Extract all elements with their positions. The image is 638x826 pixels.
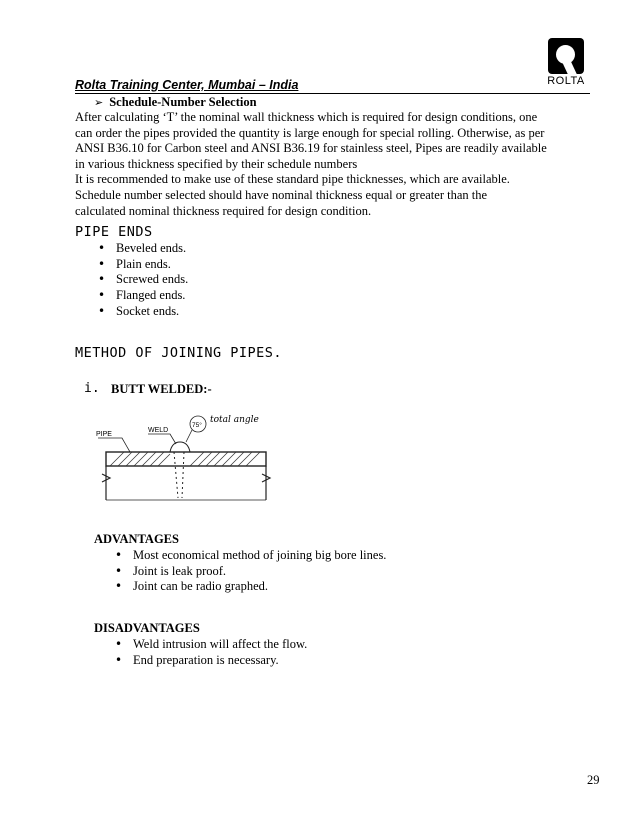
arrow-bullet-icon: ➢ <box>94 96 104 109</box>
list-item: • Most economical method of joining big bore lines. <box>111 548 386 564</box>
paragraph-line: calculated nominal thickness required for design condition. <box>75 203 372 218</box>
paragraph-line: After calculating ‘T’ the nominal wall thickness which is required for design conditions, one <box>75 110 538 124</box>
disadvantages-list <box>111 637 307 668</box>
paragraph-line: can order the pipes provided the quantity is large enough for special rolling. Otherwise, as per <box>75 125 545 140</box>
rolta-logo-mark <box>548 38 584 74</box>
list-item: • Socket ends. <box>94 304 188 320</box>
paragraph-line: in various thickness specified by their schedule numbers <box>75 156 358 171</box>
header-title: Rolta Training Center, Mumbai – India <box>75 78 299 92</box>
page-header <box>75 78 590 94</box>
butt-weld-sketch <box>94 408 274 504</box>
list-item: • Joint can be radio graphed. <box>111 579 386 595</box>
sketch-label-angle: 75° <box>192 422 202 429</box>
sketch-label-weld: WELD <box>148 427 169 434</box>
butt-welded-title: BUTT WELDED:- <box>111 382 212 396</box>
list-item: • End preparation is necessary. <box>111 653 307 669</box>
list-item: • Joint is leak proof. <box>111 564 386 580</box>
list-item: • Screwed ends. <box>94 272 188 288</box>
list-item: • Plain ends. <box>94 257 188 273</box>
schedule-title-text: Schedule-Number Selection <box>109 95 257 109</box>
joining-heading: METHOD OF JOINING PIPES. <box>75 345 283 361</box>
item-number: i. <box>84 381 100 396</box>
schedule-title <box>94 95 257 110</box>
schedule-paragraph <box>75 110 575 219</box>
list-item: • Weld intrusion will affect the flow. <box>111 637 307 653</box>
paragraph-line: It is recommended to make use of these standard pipe thicknesses, which are available. <box>75 172 510 187</box>
paragraph-line: Schedule number selected should have nominal thickness equal or greater than the <box>75 187 488 202</box>
logo-text: ROLTA <box>547 75 585 87</box>
disadvantages-heading: DISADVANTAGES <box>94 621 200 635</box>
sketch-label-pipe: PIPE <box>96 431 112 438</box>
advantages-heading: ADVANTAGES <box>94 532 179 546</box>
list-item: • Flanged ends. <box>94 288 188 304</box>
list-item: • Beveled ends. <box>94 241 188 257</box>
pipe-ends-list <box>94 241 188 320</box>
paragraph-line: ANSI B36.10 for Carbon steel and ANSI B36.19 for stainless steel, Pipes are readily available <box>75 141 547 156</box>
pipe-ends-heading: PIPE ENDS <box>75 224 153 240</box>
advantages-list <box>111 548 386 595</box>
page-number: 29 <box>587 773 600 787</box>
sketch-label-note: total angle <box>210 415 259 425</box>
